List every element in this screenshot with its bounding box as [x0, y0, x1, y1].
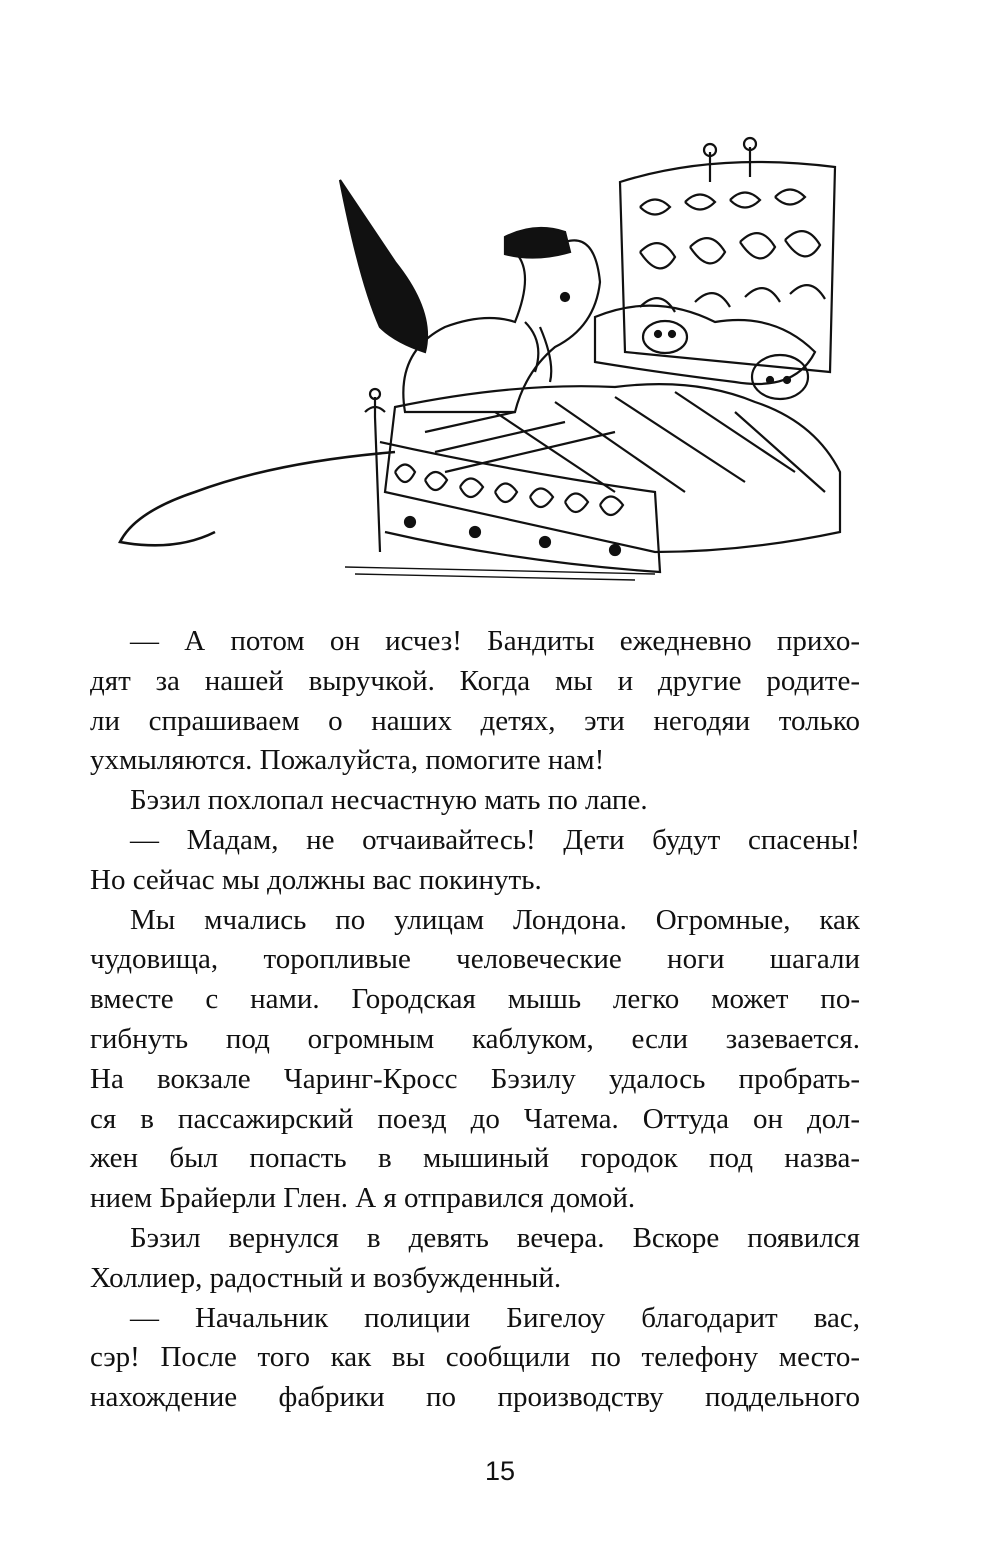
mouse-tail — [120, 452, 395, 545]
text-line: — Начальник полиции Бигелоу благодарит вас, — [130, 1301, 860, 1334]
text-line: Холлиер, радостный и возбужденный. — [90, 1261, 562, 1294]
text-line: Бэзил вернулся в девять вечера. Вскоре появился — [130, 1221, 860, 1254]
text-line: сэр! После того как вы сообщили по телефону место- — [90, 1341, 860, 1374]
mouse-bed-drawing — [95, 112, 865, 582]
text-line: гибнуть под огромным каблуком, если зазевается. — [90, 1022, 860, 1055]
text-line: вместе с нами. Городская мышь легко может по- — [90, 983, 860, 1016]
illustration — [95, 112, 865, 582]
quilt — [385, 384, 840, 552]
text-line: — А потом он исчез! Бандиты ежедневно прихо- — [130, 625, 860, 657]
text-line: ся в пассажирский поезд до Чатема. Оттуда он дол- — [90, 1102, 860, 1135]
text-line: Мы мчались по улицам Лондона. Огромные, как — [130, 903, 860, 936]
text-line: дят за нашей выручкой. Когда мы и другие родите- — [90, 664, 860, 697]
text-line: нием Брайерли Глен. А я отправился домой. — [90, 1182, 636, 1215]
headboard — [620, 138, 835, 372]
text-line: Но сейчас мы должны вас покинуть. — [90, 863, 542, 896]
text-line: нахождение фабрики по производству поддельного — [90, 1381, 860, 1414]
text-line: На вокзале Чаринг-Кросс Бэзилу удалось пробрать- — [90, 1062, 860, 1095]
pillow — [595, 306, 815, 384]
body-text — [90, 622, 860, 1418]
text-line: ли спрашиваем о наших детях, эти негодяи только — [90, 704, 860, 737]
text-line: Бэзил похлопал несчастную мать по лапе. — [130, 784, 648, 817]
page-number: 15 — [484, 1456, 516, 1486]
umbrella — [340, 180, 427, 352]
text-line: жен был попасть в мышиный городок под назва- — [90, 1142, 860, 1175]
baby-mouse-1 — [643, 321, 687, 353]
baby-mouse-2 — [752, 355, 808, 399]
text-line: ухмыляются. Пожалуйста, помогите нам! — [90, 744, 605, 777]
footboard — [365, 389, 660, 572]
text-line: — Мадам, не отчаивайтесь! Дети будут спасены! — [130, 823, 860, 856]
text-line: чудовища, торопливые человеческие ноги шагали — [90, 943, 860, 976]
